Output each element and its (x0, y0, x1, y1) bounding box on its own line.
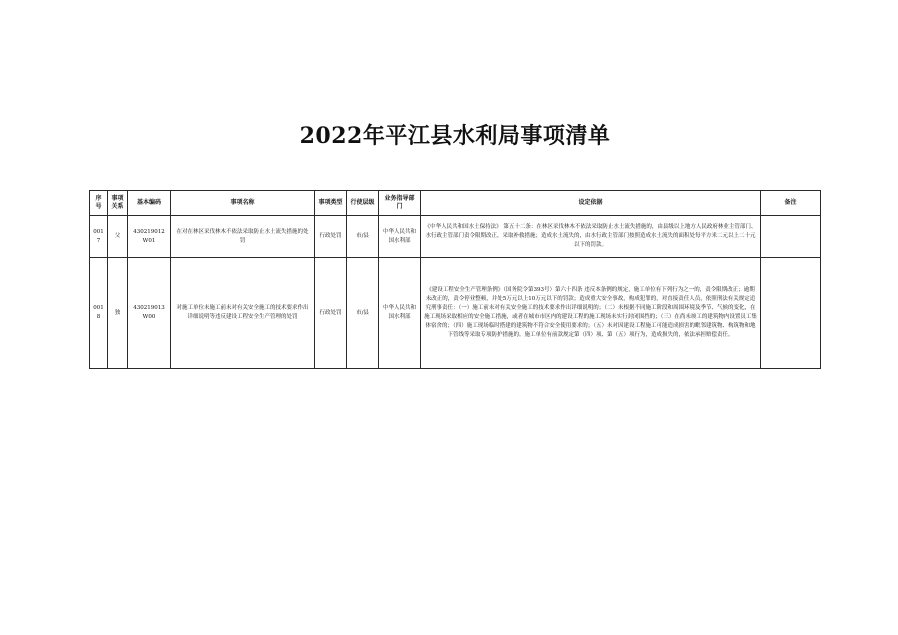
cell-type: 行政处罚 (315, 258, 347, 369)
item-list-table (89, 190, 821, 369)
cell-seq: 0018 (90, 258, 108, 369)
header-basis: 设定依据 (421, 191, 761, 216)
cell-relation: 父 (108, 216, 128, 258)
header-dept: 业务指导部门 (379, 191, 421, 216)
cell-relation: 独 (108, 258, 128, 369)
table-row (90, 258, 821, 369)
cell-name: 在对在林区采伐林木不依法采取防止水土流失措施的处罚 (171, 216, 315, 258)
cell-basis: 《建设工程安全生产管理条例》（国务院令第393号）第六十四条 违反本条例的规定，施工单位有下列行为之一的，责令限期改正；逾期未改正的，责令停业整顿，并处5万元以上10万元以下的罚款；造成重大安全事故，构成犯罪的，对直接责任人员，依照刑法有关规定追究刑事责任：（一）施工前未对有关安全施工的技术要求作出详细说明的；（二）未根据不同施工阶段和周围环境及季节、气候的变化，在施工现场采取相应的安全施工措施，或者在城市市区内的建设工程的施工现场未实行封闭围挡的；（三）在尚未竣工的建筑物内设置员工集体宿舍的；（四）施工现场临时搭建的建筑物不符合安全使用要求的；（五）未对因建设工程施工可能造成损害的毗邻建筑物、构筑物和地下管线等采取专项防护措施的。施工单位有前款规定第（四）项、第（五）项行为，造成损失的，依法承担赔偿责任。 (421, 258, 761, 369)
cell-level: 市/县 (347, 258, 379, 369)
cell-dept: 中华人民共和国水利部 (379, 216, 421, 258)
cell-seq: 0017 (90, 216, 108, 258)
cell-level: 市/县 (347, 216, 379, 258)
header-name: 事项名称 (171, 191, 315, 216)
cell-code: 430219012W01 (128, 216, 171, 258)
cell-name: 对施工单位未施工前未对有关安全施工的技术要求作出详细说明等违反建设工程安全生产管理的处罚 (171, 258, 315, 369)
header-seq: 序号 (90, 191, 108, 216)
cell-remark (761, 258, 821, 369)
table-header-row (90, 191, 821, 216)
table-row (90, 216, 821, 258)
header-remark: 备注 (761, 191, 821, 216)
header-code: 基本编码 (128, 191, 171, 216)
cell-code: 430219013W00 (128, 258, 171, 369)
page-title: 2022年平江县水利局事项清单 (299, 123, 611, 149)
header-relation: 事项关系 (108, 191, 128, 216)
cell-type: 行政处罚 (315, 216, 347, 258)
cell-dept: 中华人民共和国水利部 (379, 258, 421, 369)
header-level: 行使层级 (347, 191, 379, 216)
header-type: 事项类型 (315, 191, 347, 216)
cell-remark (761, 216, 821, 258)
cell-basis: 《中华人民共和国水土保持法》 第五十二条：在林区采伐林木不依法采取防止水土流失措施的，由县级以上地方人民政府林业主管部门、水行政主管部门责令限期改正，采取补救措施；造成水土流失的，由水行政主管部门按照造成水土流失的面积处每平方米二元以上二十元以下的罚款。 (421, 216, 761, 258)
